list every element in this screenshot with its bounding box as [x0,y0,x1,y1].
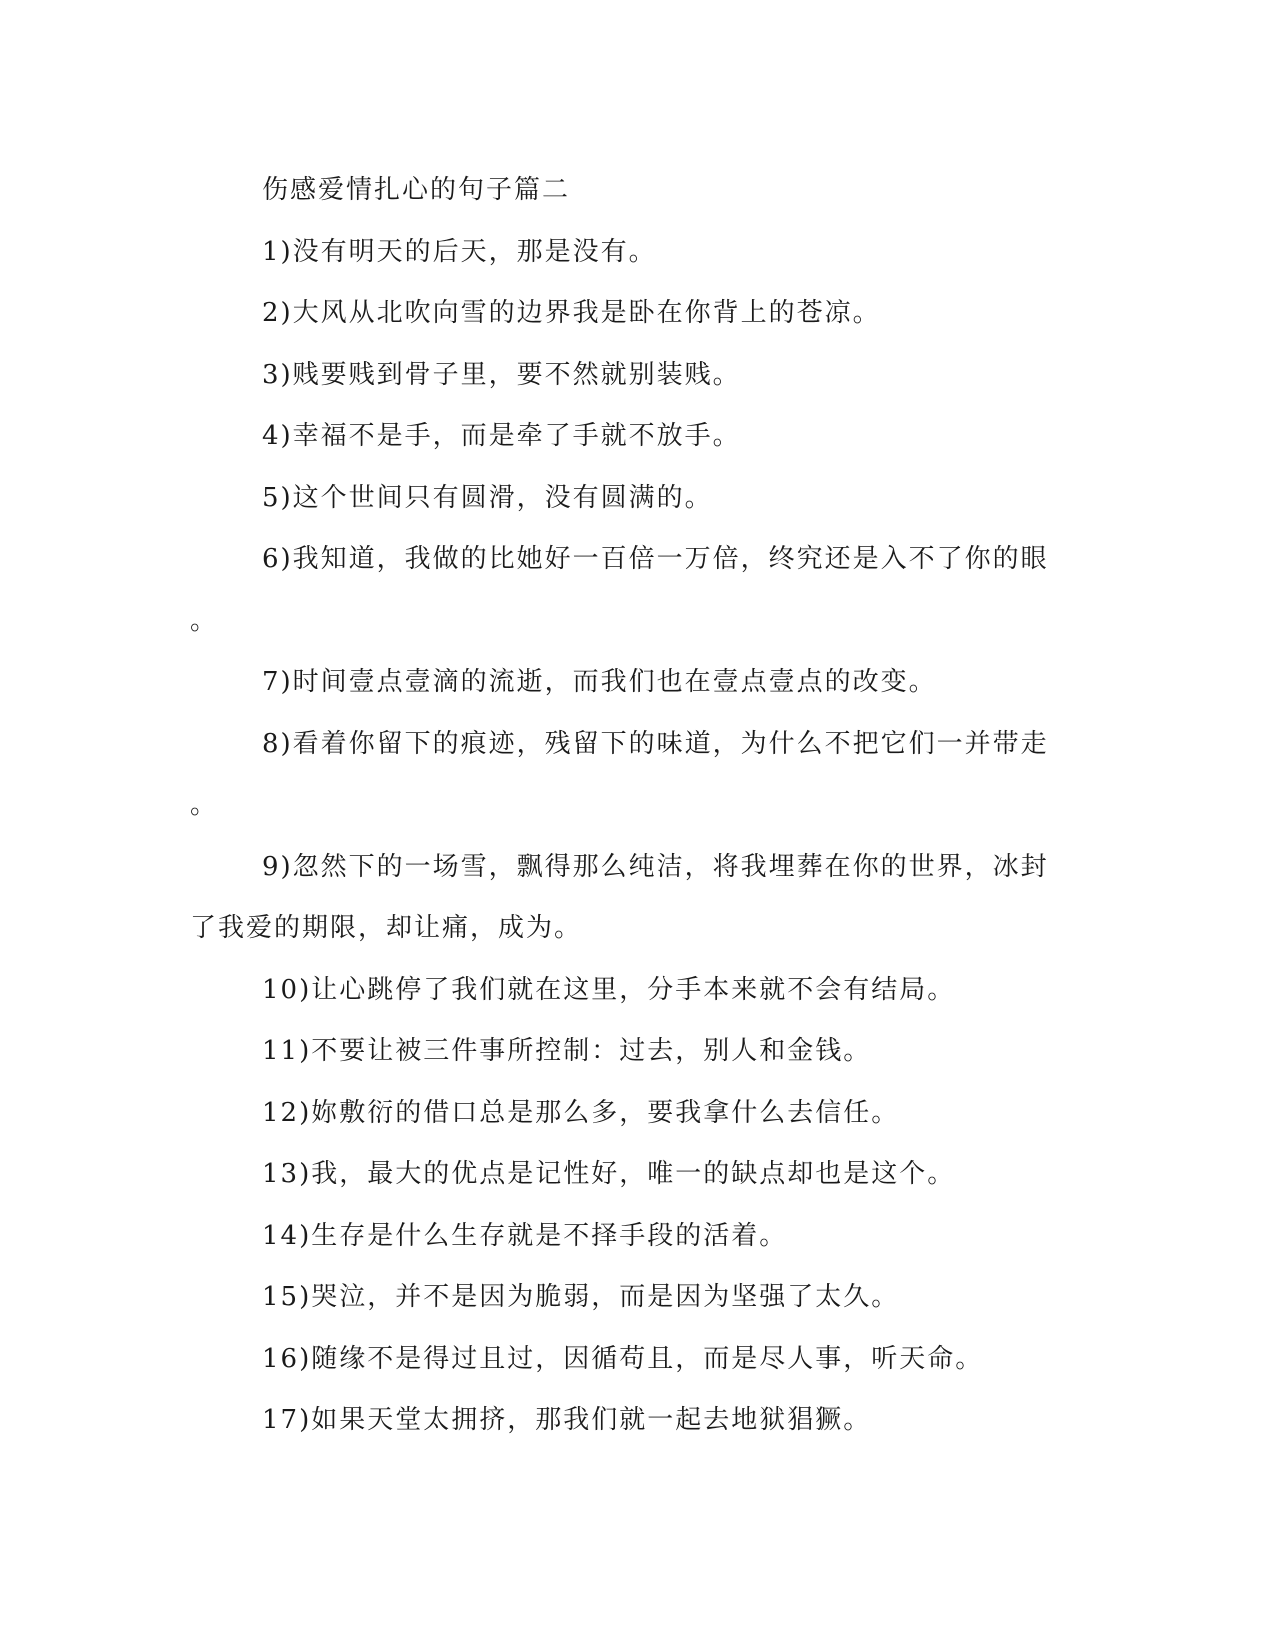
list-item: 3)贱要贱到骨子里，要不然就别装贱。 [262,359,741,390]
list-item: 5)这个世间只有圆滑，没有圆满的。 [262,482,713,513]
list-item: 13)我，最大的优点是记性好，唯一的缺点却也是这个。 [262,1159,956,1189]
list-item: 11)不要让被三件事所控制：过去，别人和金钱。 [262,1036,872,1066]
list-item: 4)幸福不是手，而是牵了手就不放手。 [262,421,741,451]
list-item: 14)生存是什么生存就是不择手段的活着。 [262,1220,788,1251]
list-item-continuation: 。 [190,605,219,636]
list-item: 9)忽然下的一场雪，飘得那么纯洁，将我埋葬在你的世界，冰封 [262,851,1049,882]
list-item: 2)大风从北吹向雪的边界我是卧在你背上的苍凉。 [262,298,881,328]
list-item: 7)时间壹点壹滴的流逝，而我们也在壹点壹点的改变。 [262,667,937,697]
list-item: 10)让心跳停了我们就在这里，分手本来就不会有结局。 [262,974,956,1005]
list-item: 15)哭泣，并不是因为脆弱，而是因为坚强了太久。 [262,1282,900,1312]
list-item: 17)如果天堂太拥挤，那我们就一起去地狱猖獗。 [262,1405,872,1435]
list-item: 12)妳敷衍的借口总是那么多，要我拿什么去信任。 [262,1097,900,1128]
document-page [190,160,1070,1452]
list-item: 1)没有明天的后天，那是没有。 [262,236,657,267]
list-item: 16)随缘不是得过且过，因循苟且，而是尽人事，听天命。 [262,1343,984,1374]
list-item-continuation: 了我爱的期限，却让痛，成为。 [190,913,583,943]
document-title: 伤感爱情扎心的句子篇二 [262,175,571,205]
list-item: 6)我知道，我做的比她好一百倍一万倍，终究还是入不了你的眼 [262,544,1049,574]
list-item: 8)看着你留下的痕迹，残留下的味道，为什么不把它们一并带走 [262,728,1049,759]
list-item-continuation: 。 [190,790,219,820]
